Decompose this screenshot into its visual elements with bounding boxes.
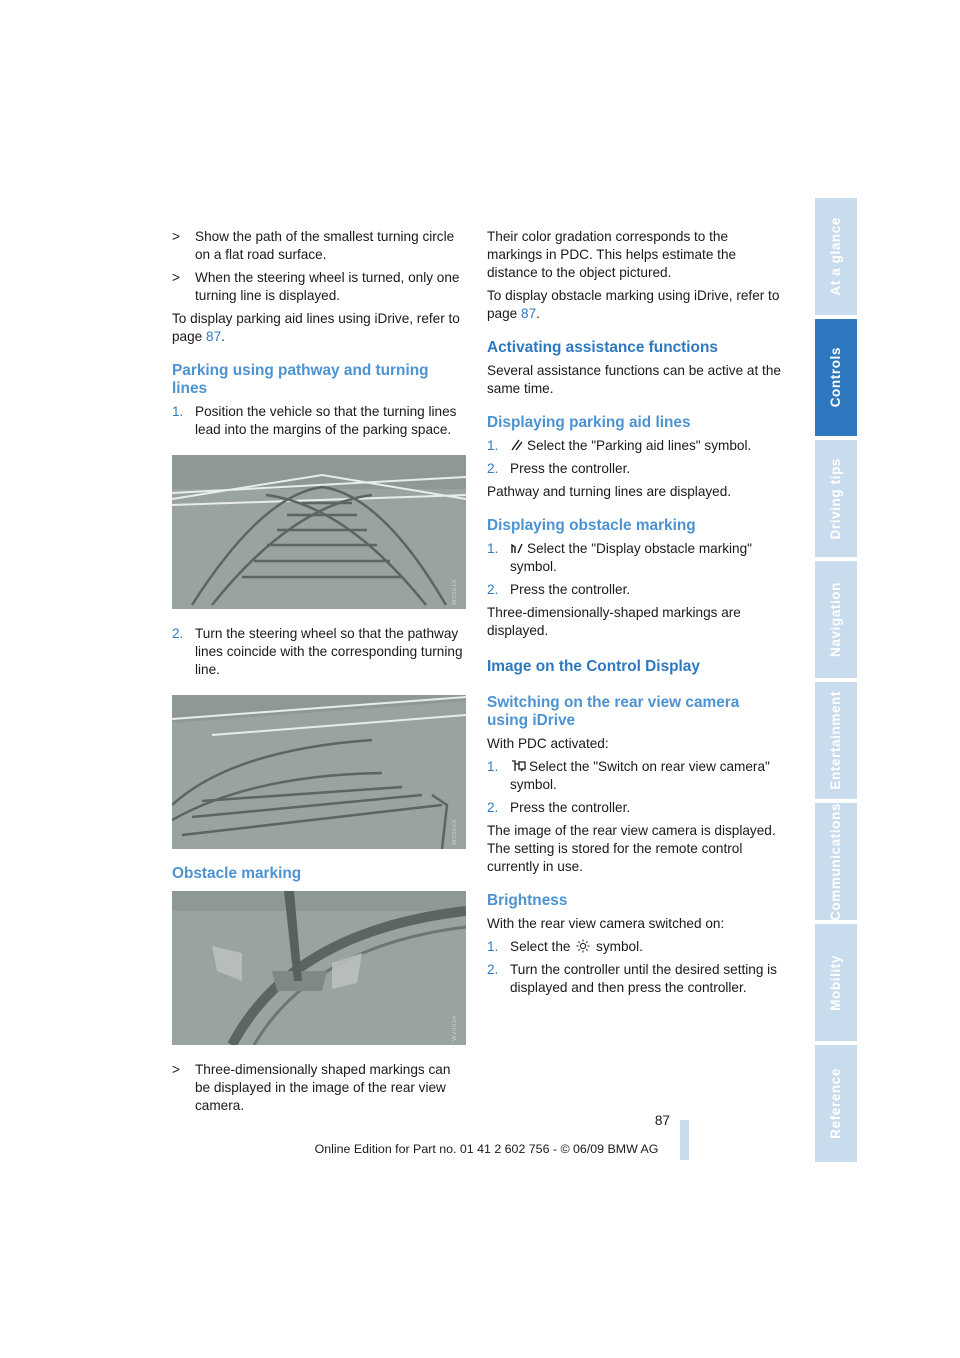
- tab-mobility[interactable]: [815, 924, 857, 1041]
- para-text-end: .: [536, 306, 540, 321]
- bullet-smallest-turning-circle: [172, 228, 466, 264]
- tab-label: Communications: [828, 802, 843, 921]
- para-several-functions: Several assistance functions can be active at the same time.: [487, 363, 781, 396]
- heading-activating-assistance: Activating assistance functions: [487, 339, 718, 356]
- step-number: 1.: [172, 404, 184, 419]
- page-link-87[interactable]: 87: [206, 329, 222, 344]
- camera-step-2: [487, 799, 783, 817]
- camera-view-illustration: [172, 891, 466, 1045]
- tab-driving-tips[interactable]: [815, 440, 857, 557]
- bullet-marker: >: [172, 270, 180, 285]
- lines-step-1: [487, 437, 783, 455]
- tab-reference[interactable]: [815, 1045, 857, 1162]
- bullet-marker: >: [172, 229, 180, 244]
- step-text: Press the controller.: [510, 800, 631, 815]
- heading-switching-rear-camera: Switching on the rear view camera using iDrive: [487, 694, 740, 729]
- page-number: 87: [654, 1113, 670, 1128]
- figure-obstacle-marking: [172, 891, 466, 1045]
- bullet-one-turning-line: [172, 269, 466, 305]
- step-number: 2.: [487, 582, 499, 597]
- step-text: Turn the controller until the desired setting is displayed and then press the controller.: [510, 962, 777, 995]
- para-image-displayed: The image of the rear view camera is displayed. The setting is stored for the remote control currently in use.: [487, 823, 776, 874]
- obstacle-step-2: [487, 581, 783, 599]
- step-text: Press the controller.: [510, 582, 631, 597]
- footer-edition-text: Online Edition for Part no. 01 41 2 602 756 - © 06/09 BMW AG: [314, 1142, 659, 1156]
- step-text: Select the: [510, 939, 571, 954]
- step-text: Press the controller.: [510, 461, 631, 476]
- pathway-step-2: [172, 625, 466, 679]
- para-with-camera-on: With the rear view camera switched on:: [487, 916, 725, 931]
- page-number-bar: [680, 1120, 689, 1160]
- obstacle-step-1: [487, 540, 783, 576]
- para-color-gradation: Their color gradation corresponds to the markings in PDC. This helps estimate the distance to the object pictured.: [487, 229, 737, 280]
- camera-view-illustration: [172, 455, 466, 609]
- figure-pathway-lines: [172, 695, 466, 849]
- step-number: 1.: [487, 939, 499, 954]
- para-pathway-displayed: Pathway and turning lines are displayed.: [487, 484, 732, 499]
- step-number: 1.: [487, 541, 499, 556]
- step-text: Select the "Parking aid lines" symbol.: [527, 438, 752, 453]
- heading-displaying-obstacle-marking: Displaying obstacle marking: [487, 517, 696, 534]
- pathway-step-1: [172, 403, 466, 439]
- figure-code: W2002A: [452, 818, 458, 845]
- step-text: Turn the steering wheel so that the pathway lines coincide with the corresponding turning line.: [195, 626, 463, 677]
- heading-displaying-parking-aid-lines: Displaying parking aid lines: [487, 414, 691, 431]
- para-parking-aid-lines: [172, 310, 466, 346]
- para-obstacle-idrive: [487, 287, 783, 323]
- brightness-step-2: [487, 961, 783, 997]
- step-number: 2.: [487, 962, 499, 977]
- left-column: [172, 228, 466, 1120]
- step-text: Position the vehicle so that the turning lines lead into the margins of the parking space.: [195, 404, 457, 437]
- heading-image-control-display: Image on the Control Display: [487, 658, 700, 675]
- step-text: Select the "Switch on rear view camera" symbol.: [510, 759, 770, 792]
- heading-brightness: Brightness: [487, 892, 568, 909]
- tab-label: Entertainment: [828, 691, 843, 790]
- tab-navigation[interactable]: [815, 561, 857, 678]
- step-number: 1.: [487, 438, 499, 453]
- lines-step-2: [487, 460, 783, 478]
- chapter-tabs: [815, 198, 857, 1166]
- heading-obstacle-marking: Obstacle marking: [172, 865, 302, 882]
- para-text-end: .: [221, 329, 225, 344]
- tab-label: Navigation: [828, 581, 843, 657]
- bullet-three-dimensional: [172, 1061, 466, 1115]
- bullet-marker: >: [172, 1062, 180, 1077]
- right-column: [487, 228, 783, 1002]
- step-number: 2.: [487, 800, 499, 815]
- para-with-pdc: With PDC activated:: [487, 736, 609, 751]
- camera-view-illustration: [172, 695, 466, 849]
- para-three-dimensional-displayed: Three-dimensionally-shaped markings are displayed.: [487, 605, 741, 638]
- para-text: To display parking aid lines using iDrive, refer to page: [172, 311, 460, 344]
- figure-code: W2001A: [452, 578, 458, 605]
- tab-communications[interactable]: [815, 803, 857, 920]
- rear-view-camera-icon: [510, 760, 526, 772]
- bullet-text: Three-dimensionally shaped markings can be displayed in the image of the rear view camera.: [195, 1062, 451, 1113]
- tab-at-a-glance[interactable]: [815, 198, 857, 315]
- step-number: 2.: [172, 626, 184, 641]
- figure-code: W2003A: [452, 1014, 458, 1041]
- step-number: 2.: [487, 461, 499, 476]
- tab-entertainment[interactable]: [815, 682, 857, 799]
- brightness-sun-icon: [576, 939, 590, 953]
- tab-label: Mobility: [828, 954, 843, 1011]
- step-text-end: symbol.: [596, 939, 643, 954]
- heading-pathway-turning-lines: Parking using pathway and turning lines: [172, 362, 429, 397]
- tab-controls[interactable]: [815, 319, 857, 436]
- brightness-step-1: [487, 938, 783, 956]
- parking-aid-lines-icon: [510, 439, 524, 451]
- tab-label: At a glance: [828, 217, 843, 296]
- camera-step-1: [487, 758, 783, 794]
- tab-label: Driving tips: [828, 457, 843, 540]
- step-number: 1.: [487, 759, 499, 774]
- figure-turning-lines: [172, 455, 466, 609]
- para-text: To display obstacle marking using iDrive, refer to page: [487, 288, 780, 321]
- bullet-text: Show the path of the smallest turning circle on a flat road surface.: [195, 229, 455, 262]
- step-text: Select the "Display obstacle marking" symbol.: [510, 541, 752, 574]
- tab-label: Reference: [828, 1068, 843, 1139]
- obstacle-marking-icon: [510, 542, 524, 554]
- page-link-87[interactable]: 87: [521, 306, 537, 321]
- tab-label: Controls: [828, 347, 843, 408]
- bullet-text: When the steering wheel is turned, only one turning line is displayed.: [195, 270, 460, 303]
